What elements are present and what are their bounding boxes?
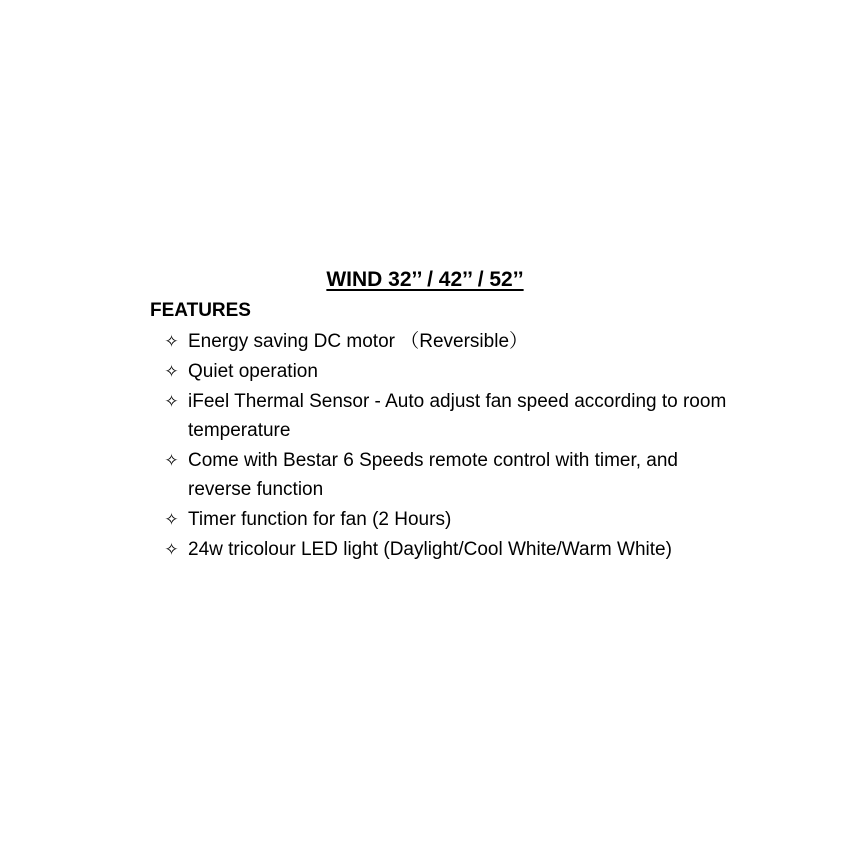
feature-text: Energy saving DC motor （Reversible） xyxy=(188,331,529,352)
feature-list xyxy=(155,327,745,565)
star-bullet-icon: ✧ xyxy=(164,451,179,470)
feature-item xyxy=(155,327,745,356)
feature-item xyxy=(155,505,745,534)
star-bullet-icon: ✧ xyxy=(164,392,179,411)
feature-text: Timer function for fan (2 Hours) xyxy=(188,509,452,530)
feature-item xyxy=(155,357,745,386)
star-bullet-icon: ✧ xyxy=(164,510,179,529)
feature-text: Come with Bestar 6 Speeds remote control with timer, and reverse function xyxy=(188,450,679,500)
star-bullet-icon: ✧ xyxy=(164,540,179,559)
feature-item xyxy=(155,387,745,445)
document-title: WIND 32’’ / 42’’ / 52’’ xyxy=(326,268,524,291)
feature-text: Quiet operation xyxy=(188,361,318,382)
feature-item xyxy=(155,535,745,564)
star-bullet-icon: ✧ xyxy=(164,332,179,351)
feature-text: 24w tricolour LED light (Daylight/Cool White/Warm White) xyxy=(188,539,672,560)
section-heading-features: FEATURES xyxy=(150,300,251,321)
feature-text: iFeel Thermal Sensor - Auto adjust fan speed according to room temperature xyxy=(188,391,727,441)
star-bullet-icon: ✧ xyxy=(164,362,179,381)
feature-item xyxy=(155,446,745,504)
